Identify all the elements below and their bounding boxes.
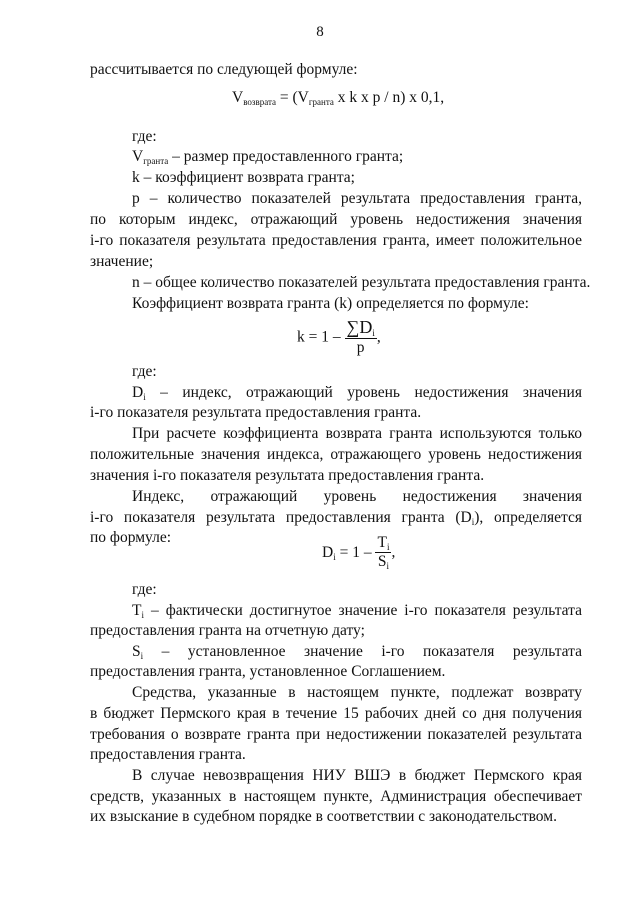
definition-d-line-1 xyxy=(132,383,582,403)
def-t-sub: i xyxy=(141,610,144,620)
nonreturn-line-2: средств, указанных в настоящем пункте, Администрация обеспечивает xyxy=(90,788,582,805)
formula-k xyxy=(297,318,381,357)
formula2-fraction xyxy=(345,318,377,357)
formula1-inner-sub: гранта xyxy=(308,97,334,107)
def-s-symbol: S xyxy=(132,643,141,660)
formula2-numerator: ∑D xyxy=(346,317,373,337)
formula2-numerator-sub: i xyxy=(372,328,375,338)
index-line-2-sub: i xyxy=(471,517,475,527)
def-t-text: – фактически достигнутое значение i-го показателя результата xyxy=(143,602,582,619)
formula1-lhs-sub: возврата xyxy=(243,97,276,107)
definition-s-line-1 xyxy=(132,642,582,662)
index-line-3: по формуле: xyxy=(90,529,172,546)
def-vgrant-sub: гранта xyxy=(143,156,169,166)
definition-p-line-3: i-го показателя результата предоставления гранта, имеет положительное xyxy=(90,232,582,249)
where-label-3: где: xyxy=(132,581,157,598)
definition-s-line-2: предоставления гранта, установленное Соглашением. xyxy=(90,663,446,680)
formula-return-amount xyxy=(232,88,444,108)
formula2-tail: , xyxy=(376,328,381,346)
positive-line-1: При расчете коэффициента возврата гранта используются только xyxy=(132,425,582,442)
return-line-3: требования о возврате гранта при недостижении показателей результата xyxy=(90,726,582,743)
formula3-tail: , xyxy=(391,543,396,561)
def-s-sub: i xyxy=(140,651,144,661)
page-number: 8 xyxy=(316,24,324,40)
definition-p-line-4: значение; xyxy=(90,253,154,270)
definition-t-line-1 xyxy=(132,601,582,621)
definition-k: k – коэффициент возврата гранта; xyxy=(132,169,355,186)
formula3-denominator-sub: i xyxy=(386,561,390,571)
definition-n: n – общее количество показателей результата предоставления гранта. xyxy=(132,274,591,291)
def-vgrant-symbol: V xyxy=(132,148,144,165)
definition-t-line-2: предоставления гранта на отчетную дату; xyxy=(90,622,365,639)
formula1-rest: х k х p / n) х 0,1, xyxy=(333,89,445,106)
where-label-2: где: xyxy=(132,363,157,380)
formula1-eq: = (V xyxy=(276,89,309,106)
positive-line-3: значения i-го показателя результата предоставления гранта. xyxy=(90,467,485,484)
def-d-symbol: D xyxy=(132,384,144,401)
return-line-1: Средства, указанные в настоящем пункте, подлежат возврату xyxy=(132,684,582,701)
definition-d-line-2: i-го показателя результата предоставления гранта. xyxy=(90,404,422,421)
def-d-sub: i xyxy=(143,392,146,402)
nonreturn-line-1: В случае невозвращения НИУ ВШЭ в бюджет Пермского края xyxy=(132,767,582,784)
formula3-denominator: S xyxy=(377,553,387,570)
intro-text: рассчитывается по следующей формуле: xyxy=(90,61,358,78)
definition-p-line-1: p – количество показателей результата предоставления гранта, xyxy=(132,190,582,207)
formula1-lhs: V xyxy=(232,89,244,106)
formula3-numerator: T xyxy=(377,534,387,551)
definition-v-grant xyxy=(132,147,403,167)
where-label-1: где: xyxy=(132,128,157,145)
index-line-2-text: i-го показателя результата предоставления гранта (D xyxy=(90,509,472,526)
return-line-4: предоставления гранта. xyxy=(90,746,246,763)
def-d-text: – индекс, отражающий уровень недостижения значения xyxy=(145,384,582,401)
formula-d xyxy=(322,534,395,571)
return-line-2: в бюджет Пермского края в течение 15 рабочих дней со дня получения xyxy=(90,705,582,722)
formula3-eq: = 1 – xyxy=(335,543,372,561)
k-formula-intro: Коэффициент возврата гранта (k) определяется по формуле: xyxy=(132,295,529,312)
nonreturn-line-3: их взыскание в судебном порядке в соответствии с законодательством. xyxy=(90,808,557,825)
index-line-2 xyxy=(90,508,582,528)
formula3-lhs: D xyxy=(322,543,334,561)
def-t-symbol: T xyxy=(132,602,142,619)
formula3-lhs-sub: i xyxy=(333,551,336,562)
def-vgrant-text: – размер предоставленного гранта; xyxy=(168,148,404,165)
formula2-denominator: p xyxy=(356,339,365,356)
definition-p-line-2: по которым индекс, отражающий уровень недостижения значения xyxy=(90,211,582,228)
formula2-lhs: k = 1 – xyxy=(297,328,341,346)
index-line-2-tail: ), определяется xyxy=(474,509,582,526)
index-line-1: Индекс, отражающий уровень недостижения значения xyxy=(132,488,582,505)
formula3-fraction xyxy=(375,534,391,571)
formula3-numerator-sub: i xyxy=(386,542,390,552)
positive-line-2: положительные значения индекса, отражающего уровень недостижения xyxy=(90,446,582,463)
def-s-text: – установленное значение i-го показателя результата xyxy=(143,643,582,660)
